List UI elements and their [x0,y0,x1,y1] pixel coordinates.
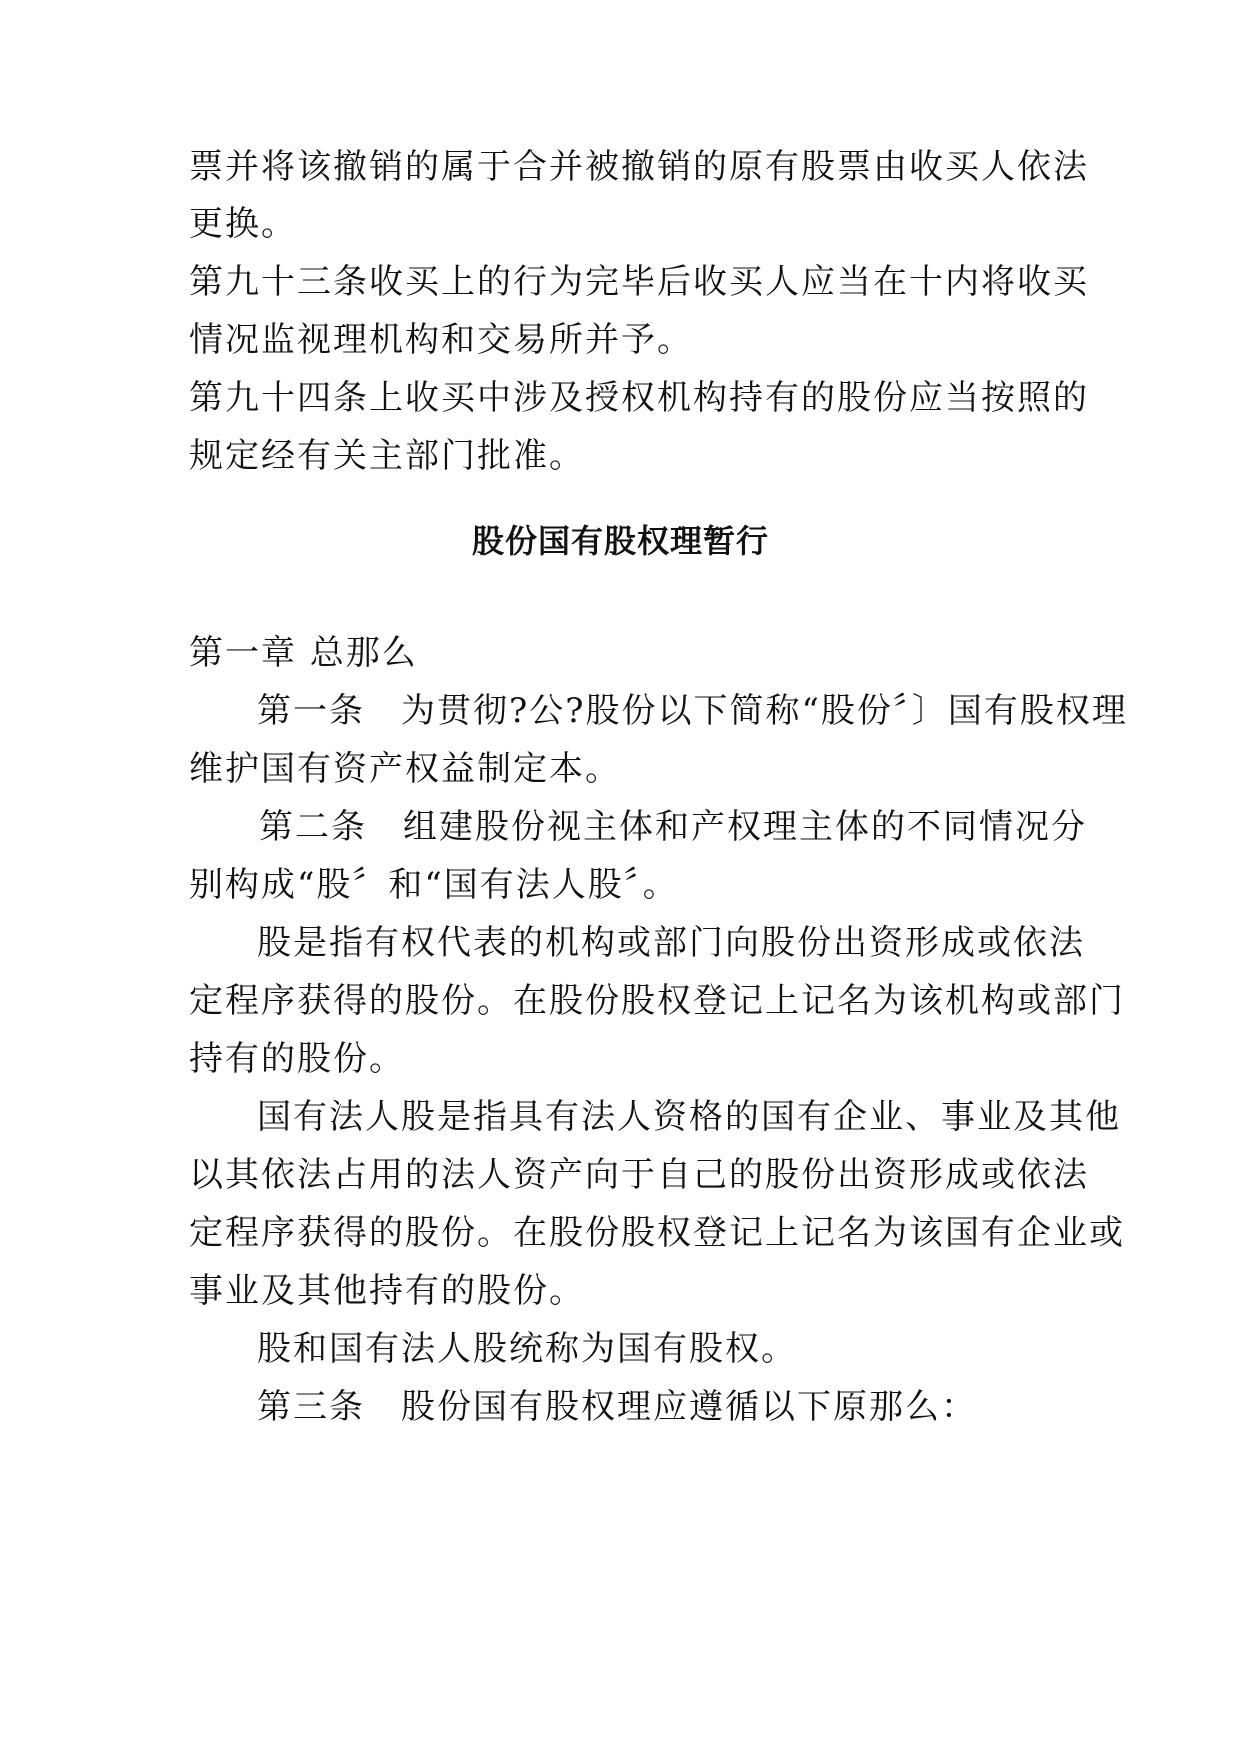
text-line: 第九十三条收买上的行为完毕后收买人应当在十内将收买 [189,262,1089,302]
text-line: 第九十四条上收买中涉及授权机构持有的股份应当按照的 [189,378,1089,418]
text-line: 第一条 为贯彻?公?股份以下简称“股份〞〕国有股权理 [257,691,1128,731]
text-line: 国有法人股是指具有法人资格的国有企业、事业及其他 [257,1097,1121,1137]
document-title: 股份国有股权理暂行 [471,522,769,560]
text-line: 第三条 股份国有股权理应遵循以下原那么： [257,1387,977,1427]
text-line: 事业及其他持有的股份。 [189,1271,585,1311]
text-line: 更换。 [189,204,297,244]
text-line: 股和国有法人股统称为国有股权。 [257,1329,797,1369]
text-line: 情况监视理机构和交易所并予。 [189,320,693,360]
text-line: 维护国有资产权益制定本。 [189,749,621,789]
chapter-heading: 第一章 总那么 [189,633,418,673]
text-line: 股是指有权代表的机构或部门向股份出资形成或依法 [257,923,1085,963]
text-line: 持有的股份。 [189,1039,405,1079]
text-line: 别构成“股〞和“国有法人股〞。 [189,865,679,905]
text-line: 定程序获得的股份。在股份股权登记上记名为该机构或部门 [189,981,1125,1021]
text-line: 规定经有关主部门批准。 [189,436,585,476]
text-line: 以其依法占用的法人资产向于自己的股份出资形成或依法 [189,1155,1089,1195]
text-line: 票并将该撤销的属于合并被撤销的原有股票由收买人依法 [189,147,1089,187]
text-line: 第二条 组建股份视主体和产权理主体的不同情况分 [259,807,1087,847]
text-line: 定程序获得的股份。在股份股权登记上记名为该国有企业或 [189,1213,1125,1253]
